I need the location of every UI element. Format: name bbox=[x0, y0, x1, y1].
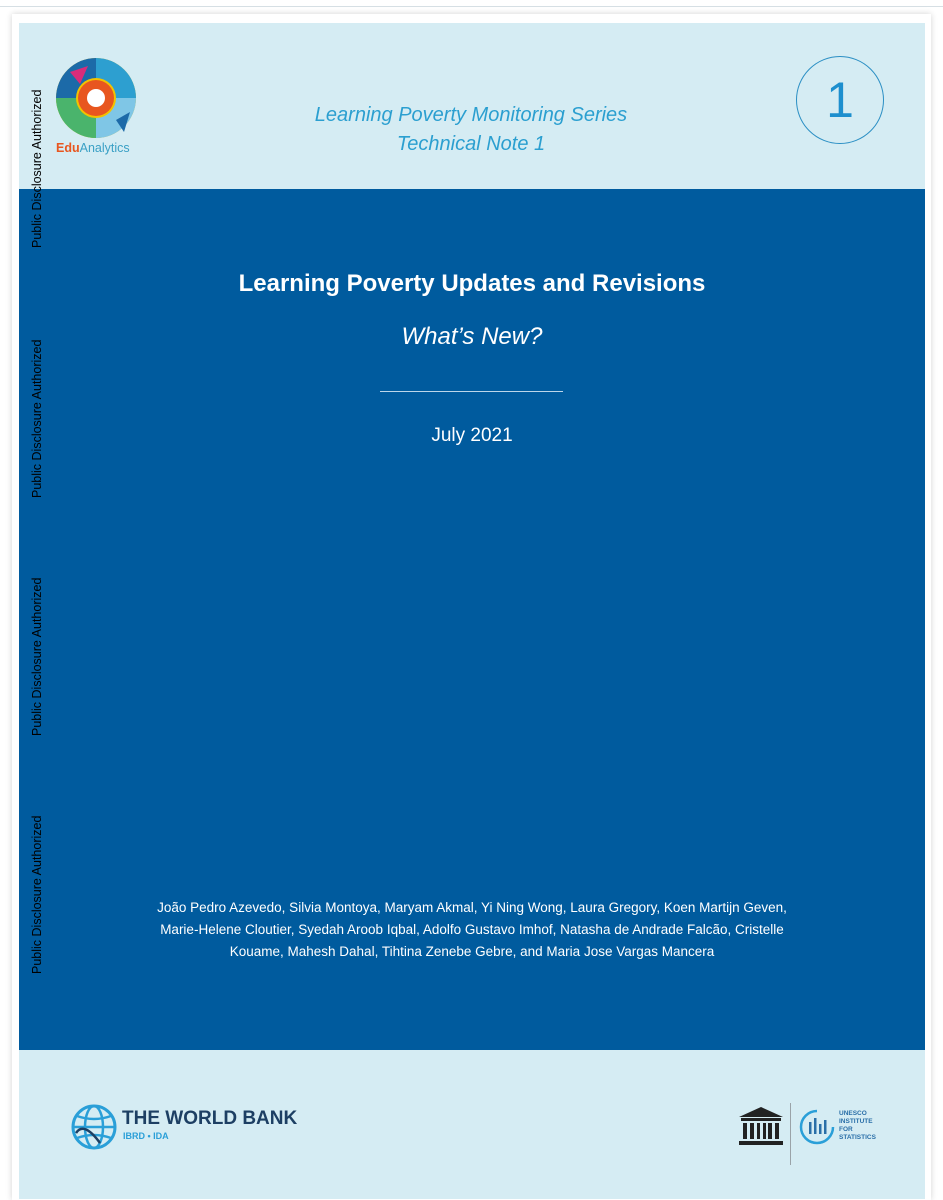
world-bank-subtitle: IBRD • IDA bbox=[123, 1131, 169, 1141]
note-number: 1 bbox=[826, 72, 854, 128]
disclosure-label: Public Disclosure Authorized bbox=[30, 89, 44, 248]
author-list bbox=[112, 897, 832, 963]
logo-text-analytics: Analytics bbox=[79, 141, 130, 155]
author-line: João Pedro Azevedo, Silvia Montoya, Maryam Akmal, Yi Ning Wong, Laura Gregory, Koen Martijn Geven, bbox=[157, 900, 787, 915]
logo-separator bbox=[790, 1103, 791, 1165]
author-line: Marie-Helene Cloutier, Syedah Aroob Iqbal, Adolfo Gustavo Imhof, Natasha de Andrade Falcão, Cristelle bbox=[160, 922, 784, 937]
document-subtitle: What’s New? bbox=[401, 323, 543, 350]
uis-line: FOR bbox=[839, 1126, 853, 1133]
note-number-badge bbox=[796, 56, 884, 144]
uis-line: STATISTICS bbox=[839, 1134, 876, 1141]
uis-bars-icon bbox=[798, 1108, 836, 1146]
title-divider bbox=[380, 391, 563, 392]
uis-line: UNESCO bbox=[839, 1110, 867, 1117]
technical-note-label: Technical Note 1 bbox=[396, 133, 546, 155]
top-divider bbox=[0, 6, 943, 7]
publication-date: July 2021 bbox=[431, 425, 513, 446]
document-title: Learning Poverty Updates and Revisions bbox=[238, 270, 706, 297]
series-name: Learning Poverty Monitoring Series bbox=[314, 104, 628, 126]
disclosure-label: Public Disclosure Authorized bbox=[30, 577, 44, 736]
series-heading bbox=[250, 101, 692, 159]
world-bank-name: THE WORLD BANK bbox=[122, 1108, 298, 1129]
world-bank-globe-icon bbox=[70, 1103, 118, 1151]
logo-text-edu: Edu bbox=[56, 141, 80, 155]
uis-wordmark bbox=[839, 1110, 876, 1142]
uis-line: INSTITUTE bbox=[839, 1118, 873, 1125]
author-line: Kouame, Mahesh Dahal, Tihtina Zenebe Gebre, and Maria Jose Vargas Mancera bbox=[229, 944, 715, 959]
disclosure-label: Public Disclosure Authorized bbox=[30, 815, 44, 974]
unesco-temple-icon bbox=[737, 1105, 785, 1147]
disclosure-label: Public Disclosure Authorized bbox=[30, 339, 44, 498]
eduanalytics-wordmark bbox=[56, 141, 130, 155]
